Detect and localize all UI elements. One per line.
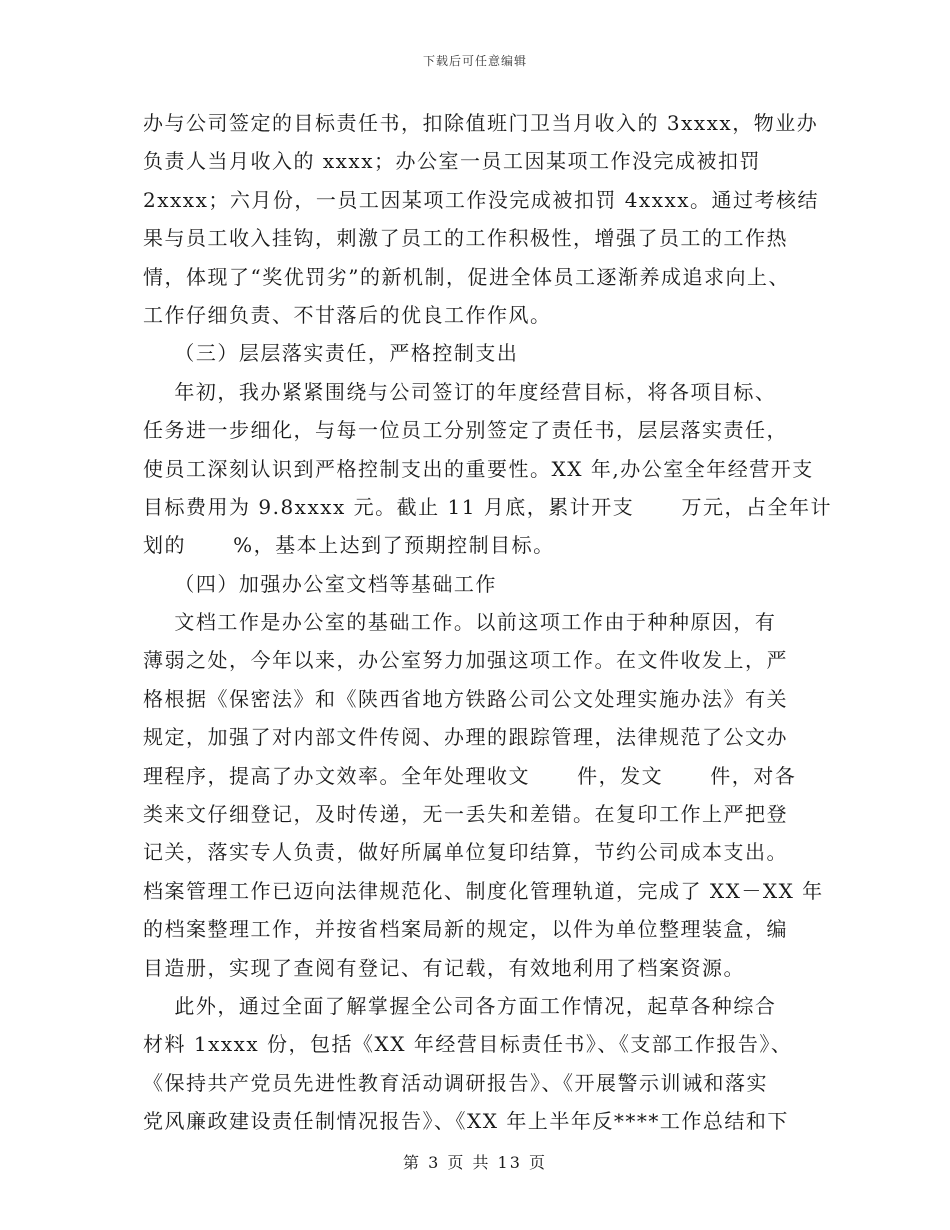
text-line: 薄弱之处，今年以来，办公室努力加强这项工作。在文件收发上，严: [143, 648, 788, 673]
text-line: 任务进一步细化，与每一位员工分别签定了责任书，层层落实责任，: [143, 418, 788, 443]
text-line: 果与员工收入挂钩，刺激了员工的工作积极性，增强了员工的工作热: [143, 226, 788, 251]
text-line: 记关，落实专人负责，做好所属单位复印结算，节约公司成本支出。: [143, 840, 788, 865]
text-line: 划的 %，基本上达到了预期控制目标。: [143, 533, 555, 558]
text-line: 情，体现了“奖优罚劣”的新机制，促进全体员工逐渐养成追求向上、: [143, 264, 790, 289]
page-footer: 第 3 页 共 13 页: [403, 1153, 547, 1172]
text-line: （四）加强办公室文档等基础工作: [143, 571, 497, 596]
text-line: 目造册，实现了查阅有登记、有记载，有效地利用了档案资源。: [143, 955, 745, 980]
text-line: 《保持共产党员先进性教育活动调研报告》、《开展警示训诫和落实: [143, 1070, 768, 1095]
text-line: 此外，通过全面了解掌握全公司各方面工作情况，起草各种综合: [143, 993, 777, 1018]
document-body: [143, 104, 832, 1141]
text-line: 类来文仔细登记，及时传递，无一丢失和差错。在复印工作上严把登: [143, 802, 788, 827]
text-line: 格根据《保密法》和《陕西省地方铁路公司公文处理实施办法》有关: [143, 686, 788, 711]
text-line: 文档工作是办公室的基础工作。以前这项工作由于种种原因，有: [143, 610, 777, 635]
text-line: 2xxxx；六月份，一员工因某项工作没完成被扣罚 4xxxx。通过考核结: [143, 187, 820, 212]
text-line: 档案管理工作已迈向法律规范化、制度化管理轨道，完成了 XX－XX 年: [143, 878, 824, 903]
text-line: 使员工深刻认识到严格控制支出的重要性。XX 年,办公室全年经营开支: [143, 456, 814, 481]
text-line: （三）层层落实责任，严格控制支出: [143, 341, 519, 366]
text-line: 工作仔细负责、不甘落后的优良工作作风。: [143, 302, 552, 327]
text-line: 的档案整理工作，并按省档案局新的规定，以件为单位整理装盒，编: [143, 917, 788, 942]
text-line: 规定，加强了对内部文件传阅、办理的跟踪管理，法律规范了公文办: [143, 725, 788, 750]
text-line: 办与公司签定的目标责任书，扣除值班门卫当月收入的 3xxxx，物业办: [143, 111, 819, 135]
text-line: 目标费用为 9.8xxxx 元。截止 11 月底，累计开支 万元，占全年计: [143, 494, 832, 519]
text-line: 理程序，提高了办文效率。全年处理收文 件，发文 件，对各: [143, 763, 797, 788]
text-line: 负责人当月收入的 xxxx；办公室一员工因某项工作没完成被扣罚: [143, 149, 761, 174]
text-line: 材料 1xxxx 份，包括《XX 年经营目标责任书》、《支部工作报告》、: [143, 1032, 793, 1057]
text-line: 年初，我办紧紧围绕与公司签订的年度经营目标，将各项目标、: [143, 379, 777, 404]
page-header: 下载后可任意编辑: [422, 54, 527, 68]
text-line: 党风廉政建设责任制情况报告》、《XX 年上半年反****工作总结和下: [143, 1109, 789, 1134]
